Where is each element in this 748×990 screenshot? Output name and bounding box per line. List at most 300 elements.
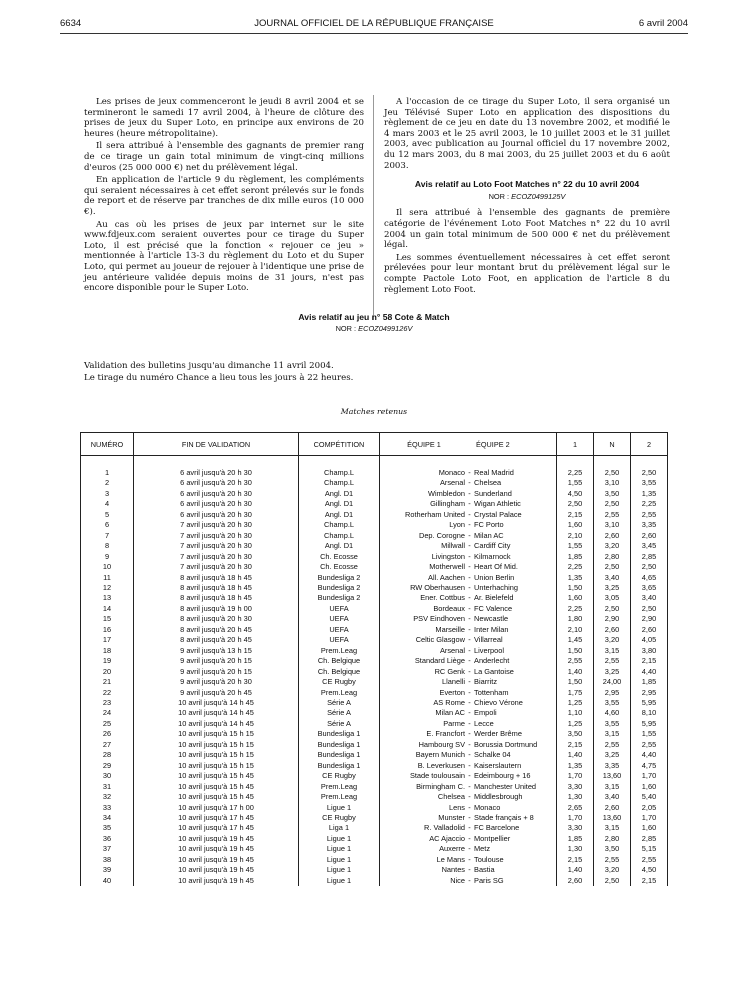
cell-cote-2: 4,65 xyxy=(631,573,668,583)
cell-equipe2: Toulouse xyxy=(471,855,556,865)
cell-equipe1: Stade toulousain xyxy=(380,771,469,781)
cell-numero: 27 xyxy=(81,740,134,750)
right-paragraph: A l'occasion de ce tirage du Super Loto, il sera organisé un Jeu Télévisé Super Loto en application des dispositions du règlement de ce jeu en date du 13 novembre 2002, et modifié le 4 mars 2003 et le 25 avril 2003, le 10 juillet 2003 et le 31 juillet 2003, avec publication au Journal officiel du 17 novembre 2002, du 12 mars 2003, du 8 mai 2003, du 25 juillet 2003 et du 6 août 2003. xyxy=(384,97,670,171)
table-row xyxy=(81,667,668,677)
cell-cote-1: 1,35 xyxy=(557,573,594,583)
cell-equipe1: Nantes xyxy=(380,865,469,875)
cell-equipe2: Unterhaching xyxy=(471,583,556,593)
cell-cote-2: 4,50 xyxy=(631,865,668,875)
cell-cote-2: 2,50 xyxy=(631,562,668,572)
cell-cote-1: 2,50 xyxy=(557,499,594,509)
cell-separator: - xyxy=(468,677,471,687)
cell-equipe2: Borussia Dortmund xyxy=(471,740,556,750)
table-row xyxy=(81,583,668,593)
issue-date: 6 avril 2004 xyxy=(638,18,688,29)
cell-cote-1: 1,50 xyxy=(557,583,594,593)
cell-cote-2: 8,10 xyxy=(631,708,668,718)
cell-cote-n: 3,20 xyxy=(594,635,631,645)
table-row xyxy=(81,844,668,854)
cell-competition: Ch. Ecosse xyxy=(299,552,380,562)
cell-equipe2: Cardiff City xyxy=(471,541,556,551)
cell-numero: 34 xyxy=(81,813,134,823)
cell-cote-1: 1,45 xyxy=(557,635,594,645)
table-row xyxy=(81,604,668,614)
cell-numero: 36 xyxy=(81,834,134,844)
table-row xyxy=(81,489,668,499)
cell-competition: Ligue 1 xyxy=(299,803,380,813)
cell-cote-2: 5,40 xyxy=(631,792,668,802)
cell-equipe2: Biarritz xyxy=(471,677,556,687)
table-row xyxy=(81,813,668,823)
cell-separator: - xyxy=(468,739,471,749)
cell-separator: - xyxy=(468,687,471,697)
cell-equipe2: Wigan Athletic xyxy=(471,499,556,509)
cell-equipe2: Crystal Palace xyxy=(471,510,556,520)
cell-cote-1: 1,50 xyxy=(557,646,594,656)
cell-equipe1: Llanelli xyxy=(380,677,469,687)
table-row xyxy=(81,520,668,530)
cell-numero: 3 xyxy=(81,489,134,499)
cell-cote-2: 2,95 xyxy=(631,688,668,698)
cell-separator: - xyxy=(468,854,471,864)
cell-fin-validation: 9 avril jusqu'à 20 h 15 xyxy=(134,656,299,666)
col-header-numero: NUMÉRO xyxy=(81,433,134,456)
right-column xyxy=(384,97,670,297)
page-header xyxy=(60,18,688,32)
cell-competition: Angl. D1 xyxy=(299,541,380,551)
cell-numero: 33 xyxy=(81,803,134,813)
cell-separator: - xyxy=(468,729,471,739)
cell-equipe1: Monaco xyxy=(380,468,469,478)
cell-equipe2: Manchester United xyxy=(471,782,556,792)
cell-fin-validation: 9 avril jusqu'à 20 h 45 xyxy=(134,688,299,698)
col-header-equipe1: ÉQUIPE 1 xyxy=(380,433,469,456)
cell-competition: Champ.L xyxy=(299,520,380,530)
cell-competition: UEFA xyxy=(299,614,380,624)
right-paragraph: Les sommes éventuellement nécessaires à cet effet seront prélevées pour leur montant brut du prélèvement légal sur le compte Pactole Loto Foot, en application de l'article 8 du règlement Loto Foot. xyxy=(384,252,670,295)
col-header-n: N xyxy=(594,433,631,456)
cell-numero: 21 xyxy=(81,677,134,687)
cell-fin-validation: 10 avril jusqu'à 17 h 45 xyxy=(134,823,299,833)
cell-cote-1: 1,25 xyxy=(557,719,594,729)
cell-separator: - xyxy=(468,645,471,655)
cell-equipe2: Anderlecht xyxy=(471,656,556,666)
cell-cote-1: 1,60 xyxy=(557,593,594,603)
cell-cote-n: 3,20 xyxy=(594,865,631,875)
col-header-competition: COMPÉTITION xyxy=(299,433,380,456)
cell-cote-2: 5,15 xyxy=(631,844,668,854)
cell-numero: 13 xyxy=(81,593,134,603)
cell-separator: - xyxy=(468,666,471,676)
cell-fin-validation: 10 avril jusqu'à 15 h 15 xyxy=(134,729,299,739)
cell-numero: 5 xyxy=(81,510,134,520)
cell-cote-1: 4,50 xyxy=(557,489,594,499)
table-row xyxy=(81,865,668,875)
cell-cote-n: 2,80 xyxy=(594,834,631,844)
cell-cote-n: 3,50 xyxy=(594,844,631,854)
header-rule xyxy=(60,33,688,34)
table-row xyxy=(81,803,668,813)
cell-cote-2: 3,55 xyxy=(631,478,668,488)
cell-separator: - xyxy=(468,624,471,634)
cell-equipe1: E. Francfort xyxy=(380,729,469,739)
table-header-row xyxy=(81,433,668,456)
cell-fin-validation: 8 avril jusqu'à 20 h 45 xyxy=(134,635,299,645)
cell-equipe2: Empoli xyxy=(471,708,556,718)
cell-competition: UEFA xyxy=(299,625,380,635)
cell-cote-1: 1,40 xyxy=(557,667,594,677)
cell-cote-1: 3,30 xyxy=(557,823,594,833)
cell-competition: Ch. Belgique xyxy=(299,656,380,666)
cell-cote-1: 1,55 xyxy=(557,478,594,488)
cell-fin-validation: 8 avril jusqu'à 20 h 30 xyxy=(134,614,299,624)
cell-separator: - xyxy=(468,802,471,812)
cell-cote-n: 2,80 xyxy=(594,552,631,562)
cell-fin-validation: 6 avril jusqu'à 20 h 30 xyxy=(134,489,299,499)
table-row xyxy=(81,688,668,698)
table-row xyxy=(81,708,668,718)
cell-competition: Champ.L xyxy=(299,531,380,541)
nor-code: ECOZ0499125V xyxy=(511,191,566,201)
cell-equipe2: Heart Of Mid. xyxy=(471,562,556,572)
cell-equipe1: Livingston xyxy=(380,552,469,562)
cell-cote-n: 3,15 xyxy=(594,646,631,656)
cell-separator: - xyxy=(468,833,471,843)
cell-equipe1: Lens xyxy=(380,803,469,813)
cell-cote-n: 2,60 xyxy=(594,803,631,813)
cell-separator: - xyxy=(468,520,471,530)
cell-cote-n: 3,35 xyxy=(594,761,631,771)
cell-cote-1: 2,15 xyxy=(557,855,594,865)
cell-cote-n: 2,95 xyxy=(594,688,631,698)
cell-cote-2: 1,70 xyxy=(631,813,668,823)
cell-cote-1: 1,10 xyxy=(557,708,594,718)
cell-competition: Bundesliga 2 xyxy=(299,573,380,583)
cell-numero: 39 xyxy=(81,865,134,875)
cell-numero: 4 xyxy=(81,499,134,509)
cell-numero: 20 xyxy=(81,667,134,677)
cell-equipe2: Ar. Bielefeld xyxy=(471,593,556,603)
matches-table xyxy=(80,432,668,886)
cell-cote-n: 3,15 xyxy=(594,729,631,739)
table-row xyxy=(81,823,668,833)
cell-equipe1: Millwall xyxy=(380,541,469,551)
table-row xyxy=(81,593,668,603)
cell-equipe1: Bordeaux xyxy=(380,604,469,614)
cell-competition: Bundesliga 1 xyxy=(299,750,380,760)
cell-numero: 16 xyxy=(81,625,134,635)
cell-cote-n: 2,55 xyxy=(594,510,631,520)
cell-separator: - xyxy=(468,603,471,613)
cell-competition: Bundesliga 2 xyxy=(299,583,380,593)
cell-numero: 37 xyxy=(81,844,134,854)
cell-fin-validation: 10 avril jusqu'à 19 h 45 xyxy=(134,844,299,854)
cell-separator: - xyxy=(468,750,471,760)
cell-competition: Ligue 1 xyxy=(299,855,380,865)
cell-fin-validation: 7 avril jusqu'à 20 h 30 xyxy=(134,562,299,572)
cell-fin-validation: 8 avril jusqu'à 18 h 45 xyxy=(134,593,299,603)
cell-competition: CE Rugby xyxy=(299,771,380,781)
cell-cote-n: 2,50 xyxy=(594,876,631,886)
cell-separator: - xyxy=(468,656,471,666)
cell-equipe2: Chelsea xyxy=(471,478,556,488)
cell-fin-validation: 7 avril jusqu'à 20 h 30 xyxy=(134,541,299,551)
cell-fin-validation: 9 avril jusqu'à 20 h 30 xyxy=(134,677,299,687)
cell-competition: Ligue 1 xyxy=(299,865,380,875)
cell-competition: Angl. D1 xyxy=(299,499,380,509)
cell-equipe1: Munster xyxy=(380,813,469,823)
left-column xyxy=(84,97,364,296)
cell-numero: 23 xyxy=(81,698,134,708)
cell-competition: UEFA xyxy=(299,635,380,645)
cell-numero: 29 xyxy=(81,761,134,771)
cell-competition: Liga 1 xyxy=(299,823,380,833)
validation-line: Validation des bulletins jusqu'au dimanche 11 avril 2004. xyxy=(84,361,334,371)
cell-competition: Bundesliga 1 xyxy=(299,729,380,739)
cell-cote-2: 2,15 xyxy=(631,876,668,886)
cell-separator: - xyxy=(468,635,471,645)
cell-separator: - xyxy=(468,781,471,791)
cell-fin-validation: 9 avril jusqu'à 13 h 15 xyxy=(134,646,299,656)
table-row xyxy=(81,855,668,865)
left-paragraph: Au cas où les prises de jeux par internet sur le site www.fdjeux.com seraient ouvertes pour ce tirage du Super Loto, il est précisé que la fonction « rejouer ce jeu » mentionnée à l'article 13-3 du règlement du Loto et du Super Loto, qui permet au joueur de rejouer à l'identique une prise de jeu antérieure validée depuis moins de 31 jours, n'est pas encore disponible pour le Super Loto. xyxy=(84,219,364,294)
cell-cote-1: 1,60 xyxy=(557,520,594,530)
cell-numero: 14 xyxy=(81,604,134,614)
cell-cote-2: 2,90 xyxy=(631,614,668,624)
cell-competition: Champ.L xyxy=(299,468,380,478)
cell-separator: - xyxy=(468,865,471,875)
cell-competition: Angl. D1 xyxy=(299,510,380,520)
col-header-2: 2 xyxy=(631,433,668,456)
cell-competition: Bundesliga 1 xyxy=(299,740,380,750)
cell-cote-n: 2,50 xyxy=(594,468,631,478)
cell-equipe1: Lyon xyxy=(380,520,469,530)
cell-equipe1: Chelsea xyxy=(380,792,469,802)
cell-cote-1: 1,50 xyxy=(557,677,594,687)
cell-fin-validation: 7 avril jusqu'à 20 h 30 xyxy=(134,520,299,530)
cell-cote-n: 2,60 xyxy=(594,531,631,541)
nor-code: ECOZ0499126V xyxy=(358,324,413,333)
cell-cote-2: 2,55 xyxy=(631,510,668,520)
cell-equipe2: Sunderland xyxy=(471,489,556,499)
cell-fin-validation: 10 avril jusqu'à 14 h 45 xyxy=(134,708,299,718)
cell-numero: 22 xyxy=(81,688,134,698)
cell-equipe2: FC Valence xyxy=(471,604,556,614)
cell-cote-1: 2,25 xyxy=(557,604,594,614)
cell-cote-2: 2,25 xyxy=(631,499,668,509)
col-header-fin-validation: FIN DE VALIDATION xyxy=(134,433,299,456)
table-row xyxy=(81,719,668,729)
cell-equipe1: Arsenal xyxy=(380,478,469,488)
cell-equipe2: Villarreal xyxy=(471,635,556,645)
cell-numero: 35 xyxy=(81,823,134,833)
cell-equipe1: Birmingham C. xyxy=(380,782,469,792)
cell-equipe2: Milan AC xyxy=(471,531,556,541)
cell-separator: - xyxy=(468,593,471,603)
cell-cote-1: 1,85 xyxy=(557,552,594,562)
cell-equipe2: FC Porto xyxy=(471,520,556,530)
cell-competition: Ch. Ecosse xyxy=(299,562,380,572)
cell-cote-2: 2,05 xyxy=(631,803,668,813)
cell-fin-validation: 8 avril jusqu'à 20 h 45 xyxy=(134,625,299,635)
cell-cote-1: 1,75 xyxy=(557,688,594,698)
cell-cote-2: 3,35 xyxy=(631,520,668,530)
cell-cote-n: 3,50 xyxy=(594,489,631,499)
cell-equipe1: Nice xyxy=(380,876,469,886)
cell-numero: 10 xyxy=(81,562,134,572)
cell-competition: Prem.Leag xyxy=(299,688,380,698)
table-row xyxy=(81,468,668,478)
cell-numero: 12 xyxy=(81,583,134,593)
cell-fin-validation: 8 avril jusqu'à 18 h 45 xyxy=(134,573,299,583)
section-title-cote-match: Avis relatif au jeu n° 58 Cote & Match xyxy=(298,312,450,322)
cell-numero: 19 xyxy=(81,656,134,666)
cell-equipe2: Montpellier xyxy=(471,834,556,844)
cell-cote-n: 3,25 xyxy=(594,750,631,760)
cell-equipe2: Schalke 04 xyxy=(471,750,556,760)
cell-numero: 11 xyxy=(81,573,134,583)
table-row xyxy=(81,499,668,509)
cell-cote-2: 5,95 xyxy=(631,719,668,729)
cell-fin-validation: 10 avril jusqu'à 15 h 15 xyxy=(134,761,299,771)
cell-cote-n: 2,50 xyxy=(594,562,631,572)
cell-cote-n: 13,60 xyxy=(594,771,631,781)
section-title-loto-foot: Avis relatif au Loto Foot Matches n° 22 du 10 avril 2004 xyxy=(414,179,640,190)
cell-fin-validation: 8 avril jusqu'à 18 h 45 xyxy=(134,583,299,593)
table-row xyxy=(81,614,668,624)
cell-equipe2: FC Barcelone xyxy=(471,823,556,833)
cell-cote-n: 3,10 xyxy=(594,478,631,488)
cell-cote-1: 1,85 xyxy=(557,834,594,844)
cell-cote-1: 2,25 xyxy=(557,562,594,572)
cell-equipe1: Motherwell xyxy=(380,562,469,572)
cell-competition: Prem.Leag xyxy=(299,792,380,802)
cell-cote-1: 1,55 xyxy=(557,541,594,551)
cell-cote-1: 1,30 xyxy=(557,844,594,854)
cell-competition: Bundesliga 1 xyxy=(299,761,380,771)
cell-cote-n: 3,55 xyxy=(594,698,631,708)
right-paragraph: Il sera attribué à l'ensemble des gagnants de première catégorie de l'événement Loto Foot Matches n° 22 du 10 avril 2004 un gain total minimum de 500 000 € net du prélèvement légal. xyxy=(384,208,670,251)
cell-cote-1: 3,30 xyxy=(557,782,594,792)
cell-cote-2: 1,85 xyxy=(631,677,668,687)
cell-fin-validation: 7 avril jusqu'à 20 h 30 xyxy=(134,531,299,541)
cell-fin-validation: 8 avril jusqu'à 19 h 00 xyxy=(134,604,299,614)
cell-separator: - xyxy=(468,541,471,551)
cell-equipe2: Kaiserslautern xyxy=(471,761,556,771)
cell-numero: 1 xyxy=(81,468,134,478)
cell-numero: 15 xyxy=(81,614,134,624)
cell-equipe2: Tottenham xyxy=(471,688,556,698)
cell-equipe1: Ener. Cottbus xyxy=(380,593,469,603)
cell-separator: - xyxy=(468,771,471,781)
cell-cote-n: 3,40 xyxy=(594,792,631,802)
table-row xyxy=(81,625,668,635)
cell-equipe1: Marseille xyxy=(380,625,469,635)
cell-competition: Ligue 1 xyxy=(299,876,380,886)
table-row xyxy=(81,698,668,708)
table-row xyxy=(81,478,668,488)
cell-equipe2: Inter Milan xyxy=(471,625,556,635)
cell-competition: Champ.L xyxy=(299,478,380,488)
cell-equipe1: AS Rome xyxy=(380,698,469,708)
cell-cote-1: 2,60 xyxy=(557,876,594,886)
cell-equipe2: Chievo Vérone xyxy=(471,698,556,708)
table-row xyxy=(81,635,668,645)
cell-cote-n: 3,25 xyxy=(594,583,631,593)
cell-numero: 26 xyxy=(81,729,134,739)
table-row xyxy=(81,531,668,541)
chance-line: Le tirage du numéro Chance a lieu tous les jours à 22 heures. xyxy=(84,373,354,383)
cell-cote-n: 3,15 xyxy=(594,782,631,792)
cell-equipe1: Milan AC xyxy=(380,708,469,718)
cell-numero: 32 xyxy=(81,792,134,802)
cell-separator: - xyxy=(468,468,471,477)
table-row xyxy=(81,876,668,886)
cell-cote-1: 1,40 xyxy=(557,750,594,760)
cell-cote-2: 3,45 xyxy=(631,541,668,551)
cell-cote-1: 2,25 xyxy=(557,468,594,478)
table-row xyxy=(81,552,668,562)
cell-separator: - xyxy=(468,614,471,624)
cell-equipe1: Rotherham United xyxy=(380,510,469,520)
cell-cote-2: 1,60 xyxy=(631,782,668,792)
left-paragraph: Il sera attribué à l'ensemble des gagnants de premier rang de ce tirage un gain total minimum de vingt-cinq millions d'euros (25 000 000 €) net du prélèvement légal. xyxy=(84,141,364,173)
section-cote-match xyxy=(60,312,688,339)
cell-equipe1: Bayern Munich xyxy=(380,750,469,760)
cell-separator: - xyxy=(468,812,471,822)
cell-separator: - xyxy=(468,697,471,707)
cell-cote-n: 3,10 xyxy=(594,520,631,530)
cell-cote-1: 1,25 xyxy=(557,698,594,708)
cell-cote-2: 4,40 xyxy=(631,667,668,677)
cell-cote-1: 1,80 xyxy=(557,614,594,624)
cell-cote-1: 1,40 xyxy=(557,865,594,875)
cell-competition: Prem.Leag xyxy=(299,646,380,656)
cell-separator: - xyxy=(468,509,471,519)
cell-numero: 31 xyxy=(81,782,134,792)
cell-fin-validation: 10 avril jusqu'à 15 h 45 xyxy=(134,771,299,781)
cell-separator: - xyxy=(468,844,471,854)
cell-cote-2: 3,40 xyxy=(631,593,668,603)
cell-equipe2: Union Berlin xyxy=(471,573,556,583)
table-row xyxy=(81,573,668,583)
cell-equipe1: Arsenal xyxy=(380,646,469,656)
cell-separator: - xyxy=(468,499,471,509)
cell-competition: Ligue 1 xyxy=(299,844,380,854)
table-row xyxy=(81,562,668,572)
cell-competition: CE Rugby xyxy=(299,677,380,687)
cell-equipe1: Auxerre xyxy=(380,844,469,854)
table-spacer-row xyxy=(81,456,668,469)
page-number: 6634 xyxy=(60,18,82,29)
cell-cote-n: 2,90 xyxy=(594,614,631,624)
cell-cote-2: 2,50 xyxy=(631,468,668,478)
cell-fin-validation: 6 avril jusqu'à 20 h 30 xyxy=(134,499,299,509)
cell-separator: - xyxy=(468,875,471,885)
cell-equipe1: All. Aachen xyxy=(380,573,469,583)
cell-numero: 8 xyxy=(81,541,134,551)
cell-fin-validation: 6 avril jusqu'à 20 h 30 xyxy=(134,478,299,488)
cell-competition: Série A xyxy=(299,698,380,708)
cell-competition: Ligue 1 xyxy=(299,834,380,844)
cell-cote-2: 2,60 xyxy=(631,625,668,635)
cell-cote-1: 2,10 xyxy=(557,625,594,635)
cell-separator: - xyxy=(468,530,471,540)
cell-fin-validation: 10 avril jusqu'à 17 h 45 xyxy=(134,813,299,823)
cell-competition: Angl. D1 xyxy=(299,489,380,499)
cell-separator: - xyxy=(468,478,471,488)
cell-numero: 2 xyxy=(81,478,134,488)
